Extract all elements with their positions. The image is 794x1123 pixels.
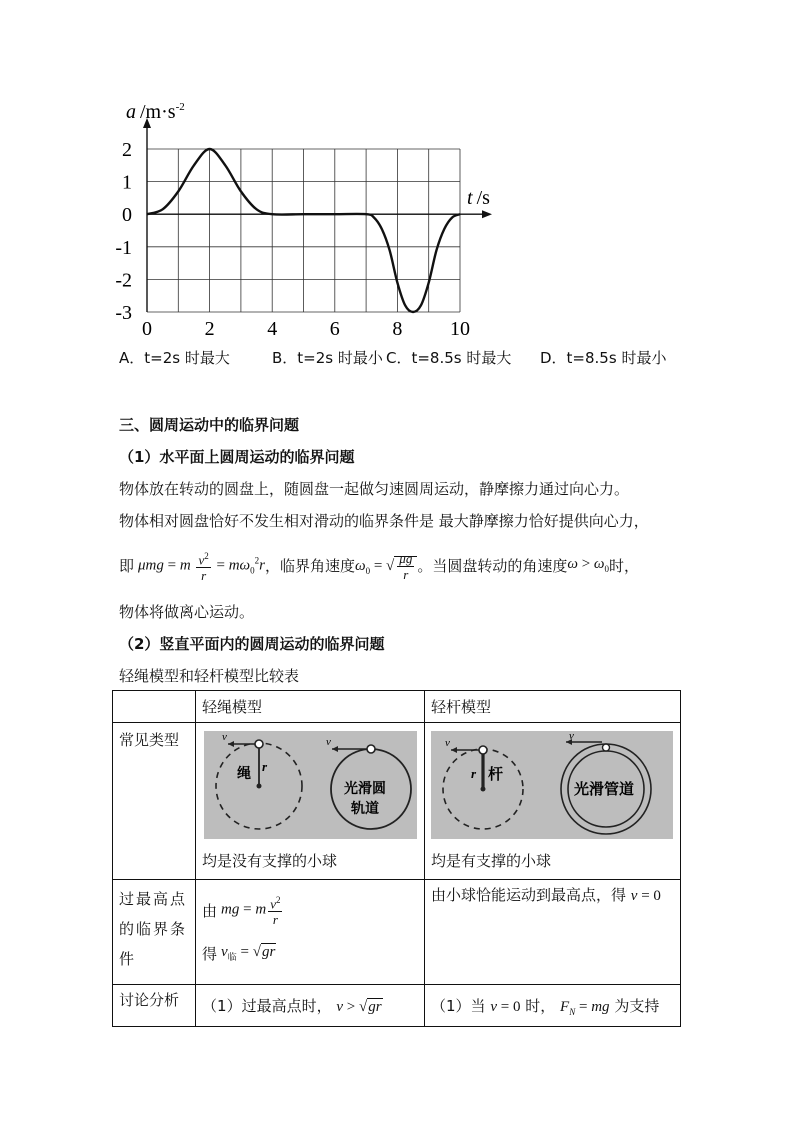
table-caption: 轻绳模型和轻杆模型比较表 (119, 667, 300, 685)
option-a: A．t=2s 时最大 (119, 349, 230, 367)
y-tick-label: 1 (122, 171, 132, 194)
option-b: B．t=2s 时最小 (272, 349, 383, 367)
cell-rod-discussion: （1）当 v = 0 时， $F_N$ = mg 为支持 (425, 985, 681, 1027)
y-tick-label: 0 (122, 204, 132, 227)
acceleration-chart (110, 90, 510, 340)
x-tick-label: 0 (142, 318, 152, 340)
svg-text:v: v (326, 736, 331, 748)
header-rod-model: 轻杆模型 (425, 691, 681, 723)
velocity-arrow-icon (228, 741, 234, 747)
paragraph-1: 物体放在转动的圆盘上，随圆盘一起做匀速圆周运动，静摩擦力通过向心力。 (119, 480, 630, 498)
y-axis-label: a $/m\cdot s^{-2}$ (126, 101, 185, 123)
table-corner (113, 691, 196, 723)
option-d: D．t=8.5s 时最小 (540, 349, 667, 367)
x-tick-label: 8 (392, 318, 403, 340)
svg-text:r: r (262, 759, 268, 774)
row-label-critical-condition: 过最高点的临界条件 (113, 880, 196, 985)
x-axis-label: t /s (467, 187, 490, 209)
svg-text:v: v (222, 731, 227, 743)
formula-omega-gt: $\omega > \omega_0$ (567, 555, 609, 574)
y-tick-label: -2 (115, 269, 132, 292)
rope-model-figure (204, 731, 417, 839)
rod-caption: 均是有支撑的小球 (431, 852, 552, 870)
comparison-table (112, 690, 681, 1027)
cell-rope-condition: 由 mg = m $\frac{v^2}{r}$ 得 $v_临 = √gr$ (196, 880, 425, 985)
ball-icon (255, 740, 263, 748)
svg-text:光滑管道: 光滑管道 (574, 780, 635, 798)
svg-text:r: r (471, 766, 477, 781)
x-tick-label: 10 (450, 318, 470, 340)
y-tick-label: 2 (122, 139, 132, 161)
row-label-discussion: 讨论分析 (113, 985, 196, 1027)
cell-rope-figures (196, 723, 425, 880)
x-tick-label: 4 (267, 318, 278, 340)
paragraph-2: 物体相对圆盘恰好不发生相对滑动的临界条件是 最大静摩擦力恰好提供向心力， (119, 512, 649, 530)
velocity-arrow-icon (332, 746, 338, 752)
row-label-common-types: 常见类型 (113, 723, 196, 880)
velocity-arrow-icon (451, 747, 457, 753)
cell-rope-discussion: （1）过最高点时， v > √gr (196, 985, 425, 1027)
x-tick-label: 2 (204, 318, 215, 340)
chart-grid (147, 149, 460, 312)
paragraph-3: 即 μmg = m $\frac{v^2}{r}$ = $m\omega_0^2r$ ，临界角速度 $\omega_0$ = √ $\frac{\mu g}{r}$ 。当圆盘转动的角速度 $\omega > \omega_0$ 时， (119, 550, 640, 584)
cell-rod-figures (425, 723, 681, 880)
formula-omega0: $\omega_0$ = √ $\frac{\mu g}{r}$ (355, 551, 417, 582)
svg-text:v: v (445, 737, 450, 749)
svg-text:杆: 杆 (488, 765, 504, 783)
header-rope-model: 轻绳模型 (196, 691, 425, 723)
rod-model-figure (431, 731, 673, 839)
rope-caption: 均是没有支撑的小球 (202, 852, 338, 870)
formula-mu-mg: μmg = m $\frac{v^2}{r}$ = $m\omega_0^2r$ (138, 550, 265, 584)
x-tick-label: 6 (329, 318, 340, 340)
y-tick-label: -3 (115, 302, 132, 324)
svg-text:绳: 绳 (237, 766, 252, 782)
svg-text:轨道: 轨道 (351, 801, 380, 817)
paragraph-4: 物体将做离心运动。 (119, 603, 255, 621)
option-c: C．t=8.5s 时最大 (386, 349, 512, 367)
x-axis-arrow-icon (482, 210, 492, 218)
y-tick-label: -1 (115, 236, 132, 259)
subsection-1-title: （1）水平面上圆周运动的临界问题 (119, 448, 355, 466)
svg-text:光滑圆: 光滑圆 (344, 781, 387, 797)
svg-text:v: v (569, 731, 574, 742)
subsection-2-title: （2）竖直平面内的圆周运动的临界问题 (119, 635, 385, 653)
section-title: 三、圆周运动中的临界问题 (119, 416, 300, 434)
cell-rod-condition: 由小球恰能运动到最高点，得 v = 0 (425, 880, 681, 985)
